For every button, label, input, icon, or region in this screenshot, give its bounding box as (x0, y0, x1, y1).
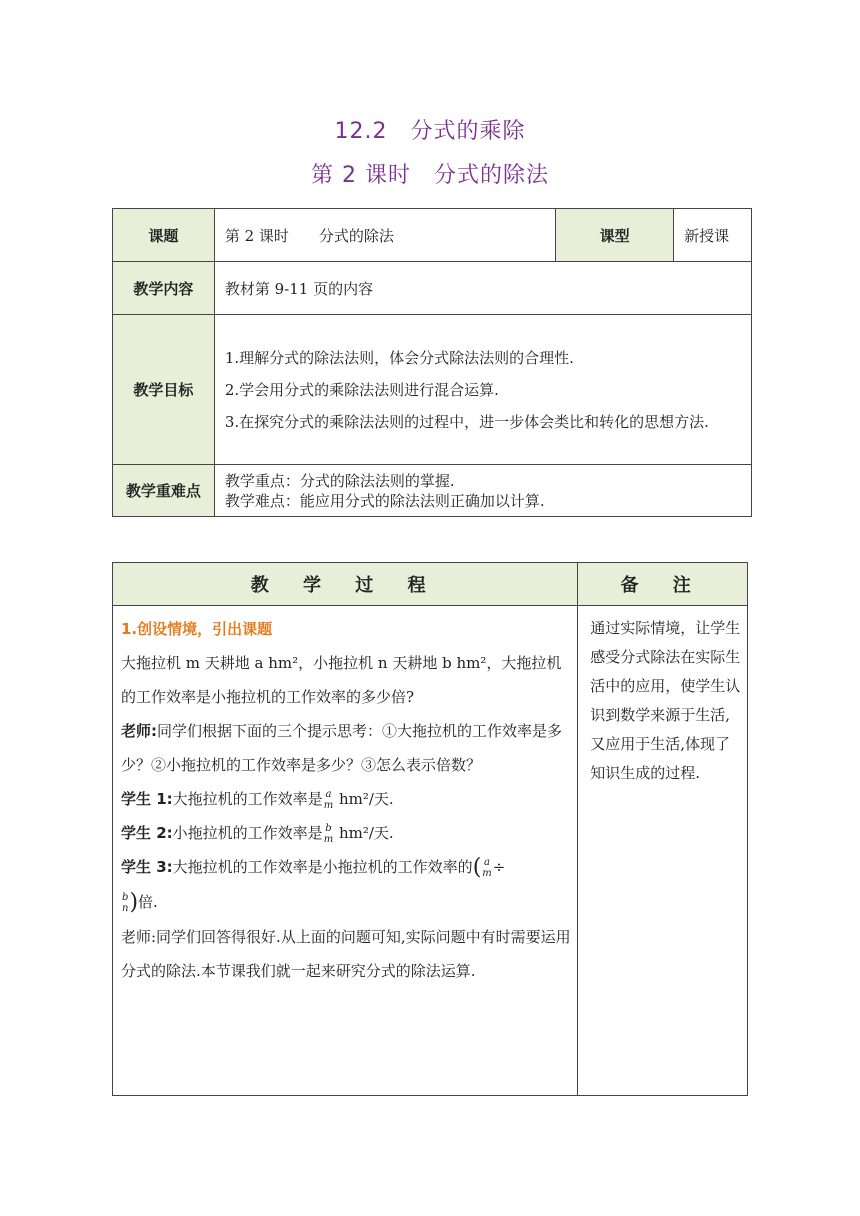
topic-value: 第 2 课时 分式的除法 (214, 209, 555, 262)
denominator: n (122, 903, 129, 914)
teacher-text: 同学们根据下面的三个提示思考：①大拖拉机的工作效率是多少？②小拖拉机的工作效率是多少？③怎么表示倍数？ (121, 722, 563, 774)
student-3-end: 倍. (138, 893, 158, 911)
type-value: 新授课 (674, 209, 752, 262)
unit: hm²/天. (334, 824, 394, 842)
student-1-answer (121, 782, 571, 816)
numerator: a (325, 789, 332, 800)
key-points (214, 465, 751, 517)
student-3-text: 大拖拉机的工作效率是小拖拉机的工作效率的 (172, 858, 473, 876)
student-3-answer (121, 850, 571, 920)
fraction (324, 789, 333, 811)
process-content (113, 606, 578, 1096)
teaching-process-table (112, 562, 748, 1096)
goal-list (214, 315, 751, 465)
key-point: 教学难点：能应用分式的除法法则正确加以计算. (224, 491, 545, 510)
section-title: 12.2 分式的乘除 (334, 119, 526, 144)
type-label: 课型 (556, 209, 674, 262)
denominator: m (482, 868, 492, 879)
student-2-text: 小拖拉机的工作效率是 (172, 824, 323, 842)
note-text: 通过实际情境，让学生感受分式除法在实际生活中的应用，使学生认识到数学来源于生活,又应用于生活,体现了知识生成的过程. (578, 606, 748, 1096)
student-1-label: 学生 1: (121, 790, 173, 808)
student-2-label: 学生 2: (121, 824, 173, 842)
problem-text: 大拖拉机 m 天耕地 a hm²，小拖拉机 n 天耕地 b hm²，大拖拉机的工作效率是小拖拉机的工作效率的多少倍? (121, 654, 562, 706)
goal-item: 2.学会用分式的乘除法法则进行混合运算. (224, 380, 499, 399)
content-label: 教学内容 (113, 262, 215, 315)
goal-item: 3.在探究分式的乘除法法则的过程中，进一步体会类比和转化的思想方法. (224, 412, 709, 431)
lesson-info-table (112, 208, 752, 517)
teacher-label: 老师: (121, 722, 157, 740)
denominator: m (323, 834, 334, 845)
content-value: 教材第 9-11 页的内容 (214, 262, 751, 315)
fraction (324, 823, 333, 845)
notes-header: 备 注 (578, 563, 748, 606)
topic-label: 课题 (113, 209, 215, 262)
process-header: 教 学 过 程 (113, 563, 578, 606)
fraction (482, 857, 491, 879)
student-2-answer (121, 816, 571, 850)
numerator: b (325, 823, 332, 834)
teacher-prompt (121, 714, 571, 782)
student-3-label: 学生 3: (121, 858, 173, 876)
goal-label: 教学目标 (113, 315, 215, 465)
goal-item: 1.理解分式的除法法则，体会分式除法法则的合理性. (224, 348, 574, 367)
closing-text: 老师:同学们回答得很好.从上面的问题可知,实际问题中有时需要运用分式的除法.本节课我们就一起来研究分式的除法运算. (121, 928, 571, 980)
section-heading: 1.创设情境，引出课题 (121, 620, 273, 638)
key-point: 教学重点：分式的除法法则的掌握. (224, 471, 455, 490)
lesson-title: 第 2 课时 分式的除法 (311, 163, 549, 188)
numerator: a (484, 857, 490, 868)
division-sign: ÷ (492, 858, 506, 876)
key-label: 教学重难点 (113, 465, 215, 517)
numerator: b (122, 892, 129, 903)
paren-close: ) (129, 890, 139, 915)
denominator: m (323, 800, 334, 811)
paren-open: ( (472, 855, 482, 880)
student-1-text: 大拖拉机的工作效率是 (172, 790, 323, 808)
fraction (122, 892, 128, 914)
unit: hm²/天. (334, 790, 394, 808)
